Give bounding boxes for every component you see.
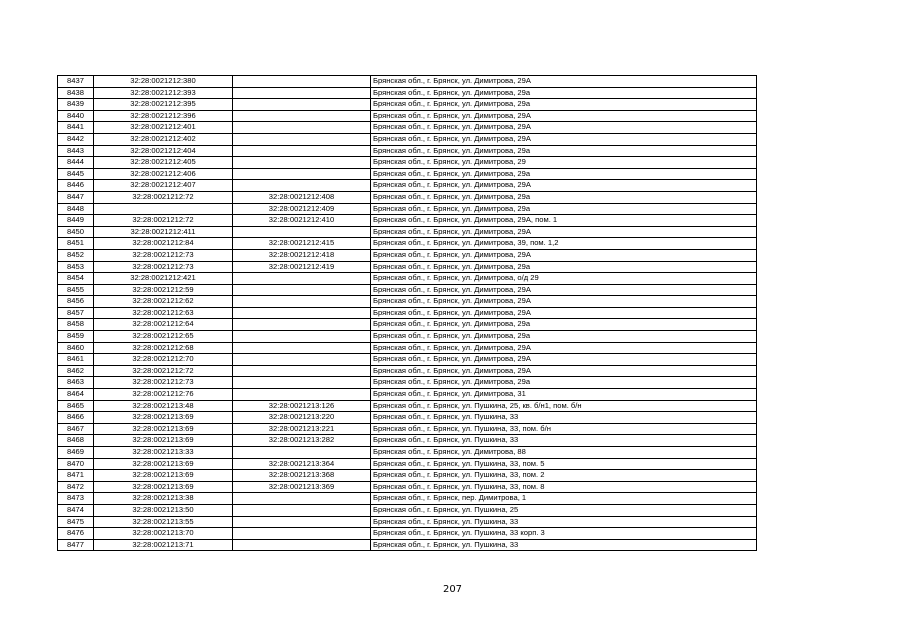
cadastral-number-cell <box>94 203 233 215</box>
table-row <box>58 110 757 122</box>
address-cell: Брянская обл., г. Брянск, ул. Димитрова, 29А <box>371 133 757 145</box>
table-row <box>58 516 757 528</box>
address-cell: Брянская обл., г. Брянск, ул. Димитрова, 29 <box>371 157 757 169</box>
table-row <box>58 423 757 435</box>
cadastral-number-cell: 32:28:0021212:395 <box>94 99 233 111</box>
row-number-cell: 8441 <box>58 122 94 134</box>
table-row <box>58 296 757 308</box>
related-cadastral-number-cell <box>233 226 371 238</box>
row-number-cell: 8460 <box>58 342 94 354</box>
address-cell: Брянская обл., г. Брянск, ул. Димитрова, 29А <box>371 307 757 319</box>
address-cell: Брянская обл., г. Брянск, ул. Пушкина, 25 <box>371 504 757 516</box>
address-cell: Брянская обл., г. Брянск, ул. Пушкина, 33, пом. 8 <box>371 481 757 493</box>
related-cadastral-number-cell <box>233 331 371 343</box>
related-cadastral-number-cell: 32:28:0021213:221 <box>233 423 371 435</box>
row-number-cell: 8439 <box>58 99 94 111</box>
related-cadastral-number-cell <box>233 99 371 111</box>
row-number-cell: 8472 <box>58 481 94 493</box>
row-number-cell: 8452 <box>58 249 94 261</box>
related-cadastral-number-cell <box>233 180 371 192</box>
row-number-cell: 8463 <box>58 377 94 389</box>
table-row <box>58 249 757 261</box>
related-cadastral-number-cell <box>233 539 371 551</box>
cadastral-number-cell: 32:28:0021212:64 <box>94 319 233 331</box>
table-row <box>58 307 757 319</box>
address-cell: Брянская обл., г. Брянск, ул. Пушкина, 25, кв. б/н1, пом. б/н <box>371 400 757 412</box>
cadastral-number-cell: 32:28:0021213:69 <box>94 435 233 447</box>
cadastral-number-cell: 32:28:0021212:65 <box>94 331 233 343</box>
table-row <box>58 342 757 354</box>
row-number-cell: 8440 <box>58 110 94 122</box>
related-cadastral-number-cell <box>233 273 371 285</box>
table-row <box>58 238 757 250</box>
address-cell: Брянская обл., г. Брянск, ул. Димитрова, 29А <box>371 180 757 192</box>
row-number-cell: 8470 <box>58 458 94 470</box>
cadastral-number-cell: 32:28:0021213:38 <box>94 493 233 505</box>
cadastral-number-cell: 32:28:0021213:69 <box>94 458 233 470</box>
table-row <box>58 400 757 412</box>
address-cell: Брянская обл., г. Брянск, ул. Пушкина, 33 <box>371 412 757 424</box>
related-cadastral-number-cell <box>233 389 371 401</box>
address-cell: Брянская обл., г. Брянск, пер. Димитрова, 1 <box>371 493 757 505</box>
address-cell: Брянская обл., г. Брянск, ул. Димитрова, 29А <box>371 365 757 377</box>
related-cadastral-number-cell <box>233 516 371 528</box>
cadastral-number-cell: 32:28:0021213:69 <box>94 412 233 424</box>
cadastral-number-cell: 32:28:0021212:407 <box>94 180 233 192</box>
address-cell: Брянская обл., г. Брянск, ул. Димитрова, 29А <box>371 122 757 134</box>
row-number-cell: 8474 <box>58 504 94 516</box>
address-cell: Брянская обл., г. Брянск, ул. Пушкина, 33 <box>371 539 757 551</box>
cadastral-number-cell: 32:28:0021212:72 <box>94 365 233 377</box>
cadastral-number-cell: 32:28:0021212:73 <box>94 249 233 261</box>
row-number-cell: 8451 <box>58 238 94 250</box>
table-row <box>58 133 757 145</box>
cadastral-number-cell: 32:28:0021212:76 <box>94 389 233 401</box>
cadastral-number-cell: 32:28:0021212:73 <box>94 261 233 273</box>
table-row <box>58 203 757 215</box>
related-cadastral-number-cell: 32:28:0021212:419 <box>233 261 371 273</box>
related-cadastral-number-cell <box>233 365 371 377</box>
related-cadastral-number-cell: 32:28:0021212:415 <box>233 238 371 250</box>
related-cadastral-number-cell <box>233 493 371 505</box>
cadastral-number-cell: 32:28:0021213:33 <box>94 447 233 459</box>
table-row <box>58 447 757 459</box>
table-row <box>58 481 757 493</box>
row-number-cell: 8468 <box>58 435 94 447</box>
row-number-cell: 8438 <box>58 87 94 99</box>
address-cell: Брянская обл., г. Брянск, ул. Димитрова, 29а <box>371 87 757 99</box>
table-row <box>58 528 757 540</box>
row-number-cell: 8476 <box>58 528 94 540</box>
cadastral-number-cell: 32:28:0021213:55 <box>94 516 233 528</box>
row-number-cell: 8457 <box>58 307 94 319</box>
row-number-cell: 8469 <box>58 447 94 459</box>
cadastral-number-cell: 32:28:0021212:68 <box>94 342 233 354</box>
related-cadastral-number-cell <box>233 296 371 308</box>
address-cell: Брянская обл., г. Брянск, ул. Димитрова, 39, пом. 1,2 <box>371 238 757 250</box>
related-cadastral-number-cell <box>233 76 371 88</box>
row-number-cell: 8437 <box>58 76 94 88</box>
cadastral-records-table <box>57 75 757 551</box>
table-row <box>58 319 757 331</box>
address-cell: Брянская обл., г. Брянск, ул. Димитрова, 29а <box>371 191 757 203</box>
row-number-cell: 8471 <box>58 470 94 482</box>
cadastral-number-cell: 32:28:0021212:396 <box>94 110 233 122</box>
cadastral-number-cell: 32:28:0021213:70 <box>94 528 233 540</box>
table-row <box>58 215 757 227</box>
related-cadastral-number-cell <box>233 342 371 354</box>
row-number-cell: 8467 <box>58 423 94 435</box>
table-row <box>58 389 757 401</box>
cadastral-number-cell: 32:28:0021213:48 <box>94 400 233 412</box>
cadastral-number-cell: 32:28:0021212:59 <box>94 284 233 296</box>
address-cell: Брянская обл., г. Брянск, ул. Пушкина, 33, пом. 2 <box>371 470 757 482</box>
row-number-cell: 8455 <box>58 284 94 296</box>
table-row <box>58 145 757 157</box>
address-cell: Брянская обл., г. Брянск, ул. Димитрова, 29а <box>371 99 757 111</box>
row-number-cell: 8444 <box>58 157 94 169</box>
cadastral-number-cell: 32:28:0021212:404 <box>94 145 233 157</box>
address-cell: Брянская обл., г. Брянск, ул. Димитрова, 29А <box>371 284 757 296</box>
table-row <box>58 180 757 192</box>
cadastral-number-cell: 32:28:0021212:70 <box>94 354 233 366</box>
related-cadastral-number-cell <box>233 168 371 180</box>
table-row <box>58 273 757 285</box>
cadastral-number-cell: 32:28:0021213:69 <box>94 423 233 435</box>
related-cadastral-number-cell: 32:28:0021212:408 <box>233 191 371 203</box>
cadastral-number-cell: 32:28:0021212:380 <box>94 76 233 88</box>
address-cell: Брянская обл., г. Брянск, ул. Пушкина, 33, пом. б/н <box>371 423 757 435</box>
related-cadastral-number-cell <box>233 87 371 99</box>
related-cadastral-number-cell <box>233 377 371 389</box>
cadastral-number-cell: 32:28:0021212:405 <box>94 157 233 169</box>
address-cell: Брянская обл., г. Брянск, ул. Пушкина, 33 корп. 3 <box>371 528 757 540</box>
table-row <box>58 168 757 180</box>
row-number-cell: 8445 <box>58 168 94 180</box>
address-cell: Брянская обл., г. Брянск, ул. Димитрова, 29а <box>371 377 757 389</box>
related-cadastral-number-cell <box>233 145 371 157</box>
row-number-cell: 8449 <box>58 215 94 227</box>
cadastral-number-cell: 32:28:0021213:69 <box>94 481 233 493</box>
address-cell: Брянская обл., г. Брянск, ул. Димитрова, 29а <box>371 261 757 273</box>
table-row <box>58 458 757 470</box>
address-cell: Брянская обл., г. Брянск, ул. Димитрова, 29А <box>371 342 757 354</box>
address-cell: Брянская обл., г. Брянск, ул. Димитрова, 29А <box>371 354 757 366</box>
row-number-cell: 8475 <box>58 516 94 528</box>
address-cell: Брянская обл., г. Брянск, ул. Димитрова, 31 <box>371 389 757 401</box>
related-cadastral-number-cell <box>233 504 371 516</box>
address-cell: Брянская обл., г. Брянск, ул. Димитрова, 88 <box>371 447 757 459</box>
table-row <box>58 122 757 134</box>
address-cell: Брянская обл., г. Брянск, ул. Димитрова, 29А <box>371 249 757 261</box>
cadastral-number-cell: 32:28:0021213:50 <box>94 504 233 516</box>
related-cadastral-number-cell: 32:28:0021213:369 <box>233 481 371 493</box>
table-row <box>58 261 757 273</box>
row-number-cell: 8473 <box>58 493 94 505</box>
row-number-cell: 8465 <box>58 400 94 412</box>
related-cadastral-number-cell: 32:28:0021212:410 <box>233 215 371 227</box>
address-cell: Брянская обл., г. Брянск, ул. Димитрова, 29а <box>371 203 757 215</box>
cadastral-number-cell: 32:28:0021212:402 <box>94 133 233 145</box>
table-row <box>58 87 757 99</box>
address-cell: Брянская обл., г. Брянск, ул. Димитрова, 29а <box>371 319 757 331</box>
table-row <box>58 377 757 389</box>
table-row <box>58 354 757 366</box>
cadastral-number-cell: 32:28:0021212:393 <box>94 87 233 99</box>
related-cadastral-number-cell: 32:28:0021213:282 <box>233 435 371 447</box>
row-number-cell: 8453 <box>58 261 94 273</box>
related-cadastral-number-cell <box>233 447 371 459</box>
related-cadastral-number-cell: 32:28:0021212:418 <box>233 249 371 261</box>
row-number-cell: 8458 <box>58 319 94 331</box>
row-number-cell: 8443 <box>58 145 94 157</box>
row-number-cell: 8450 <box>58 226 94 238</box>
related-cadastral-number-cell <box>233 319 371 331</box>
row-number-cell: 8448 <box>58 203 94 215</box>
table-row <box>58 99 757 111</box>
row-number-cell: 8456 <box>58 296 94 308</box>
related-cadastral-number-cell: 32:28:0021213:220 <box>233 412 371 424</box>
row-number-cell: 8442 <box>58 133 94 145</box>
cadastral-number-cell: 32:28:0021212:411 <box>94 226 233 238</box>
cadastral-number-cell: 32:28:0021212:401 <box>94 122 233 134</box>
address-cell: Брянская обл., г. Брянск, ул. Пушкина, 33 <box>371 516 757 528</box>
table-row <box>58 470 757 482</box>
row-number-cell: 8464 <box>58 389 94 401</box>
related-cadastral-number-cell <box>233 307 371 319</box>
table-row <box>58 284 757 296</box>
address-cell: Брянская обл., г. Брянск, ул. Пушкина, 33, пом. 5 <box>371 458 757 470</box>
related-cadastral-number-cell <box>233 354 371 366</box>
row-number-cell: 8461 <box>58 354 94 366</box>
table-row <box>58 412 757 424</box>
cadastral-number-cell: 32:28:0021212:406 <box>94 168 233 180</box>
table-row <box>58 226 757 238</box>
cadastral-number-cell: 32:28:0021213:69 <box>94 470 233 482</box>
row-number-cell: 8459 <box>58 331 94 343</box>
address-cell: Брянская обл., г. Брянск, ул. Димитрова, 29А <box>371 110 757 122</box>
row-number-cell: 8477 <box>58 539 94 551</box>
related-cadastral-number-cell: 32:28:0021213:364 <box>233 458 371 470</box>
table-row <box>58 331 757 343</box>
row-number-cell: 8454 <box>58 273 94 285</box>
row-number-cell: 8466 <box>58 412 94 424</box>
row-number-cell: 8462 <box>58 365 94 377</box>
related-cadastral-number-cell <box>233 528 371 540</box>
cadastral-number-cell: 32:28:0021212:421 <box>94 273 233 285</box>
address-cell: Брянская обл., г. Брянск, ул. Димитрова, 29А <box>371 296 757 308</box>
table-row <box>58 191 757 203</box>
cadastral-number-cell: 32:28:0021212:72 <box>94 215 233 227</box>
related-cadastral-number-cell: 32:28:0021213:368 <box>233 470 371 482</box>
address-cell: Брянская обл., г. Брянск, ул. Димитрова, 29а <box>371 168 757 180</box>
table-body <box>58 76 757 551</box>
address-cell: Брянская обл., г. Брянск, ул. Димитрова, 29а <box>371 331 757 343</box>
cadastral-number-cell: 32:28:0021212:63 <box>94 307 233 319</box>
table-row <box>58 76 757 88</box>
row-number-cell: 8446 <box>58 180 94 192</box>
related-cadastral-number-cell <box>233 133 371 145</box>
related-cadastral-number-cell <box>233 157 371 169</box>
table-row <box>58 435 757 447</box>
address-cell: Брянская обл., г. Брянск, ул. Димитрова, о/д 29 <box>371 273 757 285</box>
address-cell: Брянская обл., г. Брянск, ул. Димитрова, 29А, пом. 1 <box>371 215 757 227</box>
cadastral-number-cell: 32:28:0021212:84 <box>94 238 233 250</box>
table-row <box>58 157 757 169</box>
cadastral-number-cell: 32:28:0021212:62 <box>94 296 233 308</box>
page-number: 207 <box>442 584 463 595</box>
cadastral-number-cell: 32:28:0021213:71 <box>94 539 233 551</box>
row-number-cell: 8447 <box>58 191 94 203</box>
cadastral-number-cell: 32:28:0021212:73 <box>94 377 233 389</box>
cadastral-number-cell: 32:28:0021212:72 <box>94 191 233 203</box>
address-cell: Брянская обл., г. Брянск, ул. Димитрова, 29а <box>371 145 757 157</box>
table-row <box>58 493 757 505</box>
related-cadastral-number-cell <box>233 110 371 122</box>
address-cell: Брянская обл., г. Брянск, ул. Пушкина, 33 <box>371 435 757 447</box>
address-cell: Брянская обл., г. Брянск, ул. Димитрова, 29А <box>371 226 757 238</box>
related-cadastral-number-cell: 32:28:0021213:126 <box>233 400 371 412</box>
table-row <box>58 539 757 551</box>
related-cadastral-number-cell: 32:28:0021212:409 <box>233 203 371 215</box>
related-cadastral-number-cell <box>233 284 371 296</box>
address-cell: Брянская обл., г. Брянск, ул. Димитрова, 29А <box>371 76 757 88</box>
related-cadastral-number-cell <box>233 122 371 134</box>
table-row <box>58 365 757 377</box>
table-row <box>58 504 757 516</box>
